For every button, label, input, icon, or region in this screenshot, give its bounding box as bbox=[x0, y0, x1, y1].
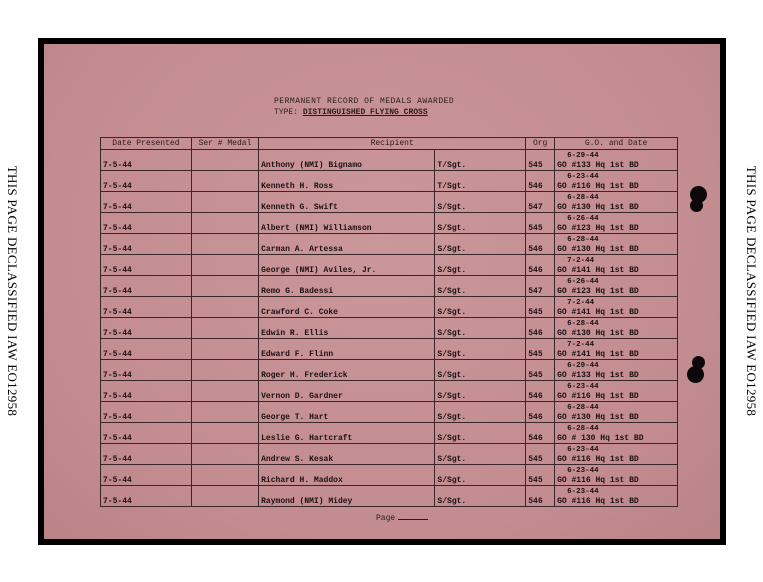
org-cell: 546 bbox=[526, 381, 555, 402]
col-recipient: Recipient bbox=[259, 138, 526, 150]
date-cell: 7-5-44 bbox=[101, 213, 192, 234]
go-cell bbox=[555, 318, 678, 339]
go-date: 6-23-44 bbox=[567, 446, 599, 454]
table-row bbox=[101, 486, 678, 507]
recipient-rank: S/Sgt. bbox=[435, 213, 526, 234]
go-order: GO #116 Hq 1st BD bbox=[557, 455, 639, 464]
go-date: 6-26-44 bbox=[567, 215, 599, 223]
recipient-name: Anthony (NMI) Bignamo bbox=[259, 150, 435, 171]
org-cell: 546 bbox=[526, 255, 555, 276]
org-cell: 545 bbox=[526, 444, 555, 465]
org-cell: 547 bbox=[526, 192, 555, 213]
medal-cell bbox=[191, 360, 258, 381]
table-row bbox=[101, 339, 678, 360]
go-date: 6-26-44 bbox=[567, 278, 599, 286]
go-date: 6-28-44 bbox=[567, 404, 599, 412]
type-value: DISTINGUISHED FLYING CROSS bbox=[302, 108, 428, 117]
table-row bbox=[101, 276, 678, 297]
date-cell: 7-5-44 bbox=[101, 297, 192, 318]
go-cell bbox=[555, 360, 678, 381]
table-row bbox=[101, 192, 678, 213]
table-header-row bbox=[101, 138, 678, 150]
date-cell: 7-5-44 bbox=[101, 150, 192, 171]
recipient-rank: S/Sgt. bbox=[435, 192, 526, 213]
medal-cell bbox=[191, 423, 258, 444]
recipient-name: Leslie G. Hartcraft bbox=[259, 423, 435, 444]
page-label: Page bbox=[376, 514, 396, 523]
table-row bbox=[101, 381, 678, 402]
recipient-name: Vernon D. Gardner bbox=[259, 381, 435, 402]
org-cell: 547 bbox=[526, 276, 555, 297]
recipient-name: Carman A. Artessa bbox=[259, 234, 435, 255]
medal-cell bbox=[191, 402, 258, 423]
table-row bbox=[101, 255, 678, 276]
go-cell bbox=[555, 465, 678, 486]
go-order: GO #123 Hq 1st BD bbox=[557, 287, 639, 296]
medal-cell bbox=[191, 444, 258, 465]
recipient-rank: S/Sgt. bbox=[435, 318, 526, 339]
document-paper bbox=[44, 44, 720, 539]
table-row bbox=[101, 234, 678, 255]
medal-cell bbox=[191, 255, 258, 276]
recipient-rank: S/Sgt. bbox=[435, 423, 526, 444]
go-order: GO #141 Hq 1st BD bbox=[557, 308, 639, 317]
recipient-name: Edward F. Flinn bbox=[259, 339, 435, 360]
recipient-rank: S/Sgt. bbox=[435, 465, 526, 486]
medal-cell bbox=[191, 381, 258, 402]
medal-cell bbox=[191, 192, 258, 213]
go-date: 6-28-44 bbox=[567, 425, 599, 433]
recipient-rank: T/Sgt. bbox=[435, 171, 526, 192]
org-cell: 545 bbox=[526, 150, 555, 171]
go-date: 7-2-44 bbox=[567, 341, 595, 349]
go-date: 7-2-44 bbox=[567, 299, 595, 307]
recipient-rank: S/Sgt. bbox=[435, 255, 526, 276]
org-cell: 546 bbox=[526, 171, 555, 192]
type-label: TYPE: bbox=[274, 108, 299, 117]
recipient-name: Roger H. Frederick bbox=[259, 360, 435, 381]
recipient-rank: S/Sgt. bbox=[435, 486, 526, 507]
declassified-banner-left: THIS PAGE DECLASSIFIED IAW EO12958 bbox=[5, 165, 20, 417]
org-cell: 546 bbox=[526, 423, 555, 444]
go-date: 7-2-44 bbox=[567, 257, 595, 265]
table-row bbox=[101, 465, 678, 486]
go-order: GO # 130 Hq 1st BD bbox=[557, 434, 644, 443]
medal-type bbox=[274, 107, 454, 118]
scanned-document bbox=[38, 38, 726, 545]
date-cell: 7-5-44 bbox=[101, 486, 192, 507]
go-cell bbox=[555, 423, 678, 444]
recipient-name: Albert (NMI) Williamson bbox=[259, 213, 435, 234]
medal-cell bbox=[191, 171, 258, 192]
date-cell: 7-5-44 bbox=[101, 465, 192, 486]
table-row bbox=[101, 213, 678, 234]
go-date: 6-28-44 bbox=[567, 236, 599, 244]
go-cell bbox=[555, 150, 678, 171]
go-cell bbox=[555, 402, 678, 423]
punch-hole bbox=[687, 366, 704, 383]
recipient-name: George T. Hart bbox=[259, 402, 435, 423]
table-row bbox=[101, 171, 678, 192]
org-cell: 545 bbox=[526, 213, 555, 234]
go-order: GO #123 Hq 1st BD bbox=[557, 224, 639, 233]
go-order: GO #141 Hq 1st BD bbox=[557, 266, 639, 275]
recipient-rank: S/Sgt. bbox=[435, 360, 526, 381]
recipient-rank: S/Sgt. bbox=[435, 339, 526, 360]
medals-table bbox=[100, 137, 678, 507]
go-cell bbox=[555, 234, 678, 255]
table-row bbox=[101, 360, 678, 381]
col-org: Org bbox=[526, 138, 555, 150]
go-date: 6-23-44 bbox=[567, 173, 599, 181]
col-medal: Ser # Medal bbox=[191, 138, 258, 150]
go-order: GO #116 Hq 1st BD bbox=[557, 476, 639, 485]
date-cell: 7-5-44 bbox=[101, 444, 192, 465]
date-cell: 7-5-44 bbox=[101, 402, 192, 423]
go-order: GO #133 Hq 1st BD bbox=[557, 371, 639, 380]
medal-cell bbox=[191, 465, 258, 486]
go-date: 6-28-44 bbox=[567, 320, 599, 328]
declassified-banner-right: THIS PAGE DECLASSIFIED IAW EO12958 bbox=[744, 165, 759, 417]
org-cell: 546 bbox=[526, 318, 555, 339]
go-cell bbox=[555, 297, 678, 318]
recipient-rank: S/Sgt. bbox=[435, 444, 526, 465]
recipient-rank: S/Sgt. bbox=[435, 402, 526, 423]
table-row bbox=[101, 318, 678, 339]
recipient-name: Kenneth G. Swift bbox=[259, 192, 435, 213]
recipient-name: Remo G. Badessi bbox=[259, 276, 435, 297]
go-cell bbox=[555, 255, 678, 276]
table-row bbox=[101, 402, 678, 423]
medal-cell bbox=[191, 150, 258, 171]
go-cell bbox=[555, 444, 678, 465]
go-cell bbox=[555, 276, 678, 297]
org-cell: 545 bbox=[526, 465, 555, 486]
recipient-name: Crawford C. Coke bbox=[259, 297, 435, 318]
org-cell: 546 bbox=[526, 486, 555, 507]
medal-cell bbox=[191, 318, 258, 339]
org-cell: 545 bbox=[526, 297, 555, 318]
go-date: 6-29-44 bbox=[567, 152, 599, 160]
recipient-rank: S/Sgt. bbox=[435, 381, 526, 402]
date-cell: 7-5-44 bbox=[101, 318, 192, 339]
page-footer bbox=[376, 514, 428, 523]
date-cell: 7-5-44 bbox=[101, 381, 192, 402]
go-date: 6-23-44 bbox=[567, 383, 599, 391]
go-cell bbox=[555, 213, 678, 234]
medal-cell bbox=[191, 234, 258, 255]
recipient-rank: T/Sgt. bbox=[435, 150, 526, 171]
go-order: GO #133 Hq 1st BD bbox=[557, 161, 639, 170]
go-order: GO #141 Hq 1st BD bbox=[557, 350, 639, 359]
go-cell bbox=[555, 381, 678, 402]
org-cell: 545 bbox=[526, 339, 555, 360]
go-order: GO #130 Hq 1st BD bbox=[557, 245, 639, 254]
table-row bbox=[101, 150, 678, 171]
go-order: GO #130 Hq 1st BD bbox=[557, 329, 639, 338]
recipient-rank: S/Sgt. bbox=[435, 276, 526, 297]
document-header bbox=[274, 96, 454, 118]
recipient-name: Richard H. Maddox bbox=[259, 465, 435, 486]
date-cell: 7-5-44 bbox=[101, 171, 192, 192]
org-cell: 546 bbox=[526, 402, 555, 423]
go-order: GO #116 Hq 1st BD bbox=[557, 392, 639, 401]
go-order: GO #130 Hq 1st BD bbox=[557, 203, 639, 212]
date-cell: 7-5-44 bbox=[101, 255, 192, 276]
punch-hole bbox=[690, 199, 703, 212]
recipient-name: Raymond (NMI) Midey bbox=[259, 486, 435, 507]
go-cell bbox=[555, 486, 678, 507]
date-cell: 7-5-44 bbox=[101, 234, 192, 255]
date-cell: 7-5-44 bbox=[101, 360, 192, 381]
col-date: Date Presented bbox=[101, 138, 192, 150]
recipient-rank: S/Sgt. bbox=[435, 297, 526, 318]
medal-cell bbox=[191, 339, 258, 360]
go-order: GO #116 Hq 1st BD bbox=[557, 497, 639, 506]
date-cell: 7-5-44 bbox=[101, 339, 192, 360]
document-title: PERMANENT RECORD OF MEDALS AWARDED bbox=[274, 97, 455, 106]
recipient-name: Andrew S. Kesak bbox=[259, 444, 435, 465]
org-cell: 546 bbox=[526, 234, 555, 255]
org-cell: 545 bbox=[526, 360, 555, 381]
go-order: GO #130 Hq 1st BD bbox=[557, 413, 639, 422]
go-date: 6-28-44 bbox=[567, 194, 599, 202]
go-order: GO #116 Hq 1st BD bbox=[557, 182, 639, 191]
go-date: 6-23-44 bbox=[567, 488, 599, 496]
go-cell bbox=[555, 339, 678, 360]
recipient-name: Kenneth H. Ross bbox=[259, 171, 435, 192]
date-cell: 7-5-44 bbox=[101, 276, 192, 297]
page-number-line bbox=[398, 519, 428, 520]
table-row bbox=[101, 444, 678, 465]
medal-cell bbox=[191, 297, 258, 318]
col-go: G.O. and Date bbox=[555, 138, 678, 150]
go-cell bbox=[555, 192, 678, 213]
medal-cell bbox=[191, 213, 258, 234]
go-date: 6-29-44 bbox=[567, 362, 599, 370]
medal-cell bbox=[191, 486, 258, 507]
medal-cell bbox=[191, 276, 258, 297]
table-row bbox=[101, 423, 678, 444]
recipient-rank: S/Sgt. bbox=[435, 234, 526, 255]
table-row bbox=[101, 297, 678, 318]
go-cell bbox=[555, 171, 678, 192]
date-cell: 7-5-44 bbox=[101, 423, 192, 444]
date-cell: 7-5-44 bbox=[101, 192, 192, 213]
recipient-name: Edwin R. Ellis bbox=[259, 318, 435, 339]
go-date: 6-23-44 bbox=[567, 467, 599, 475]
recipient-name: George (NMI) Aviles, Jr. bbox=[259, 255, 435, 276]
